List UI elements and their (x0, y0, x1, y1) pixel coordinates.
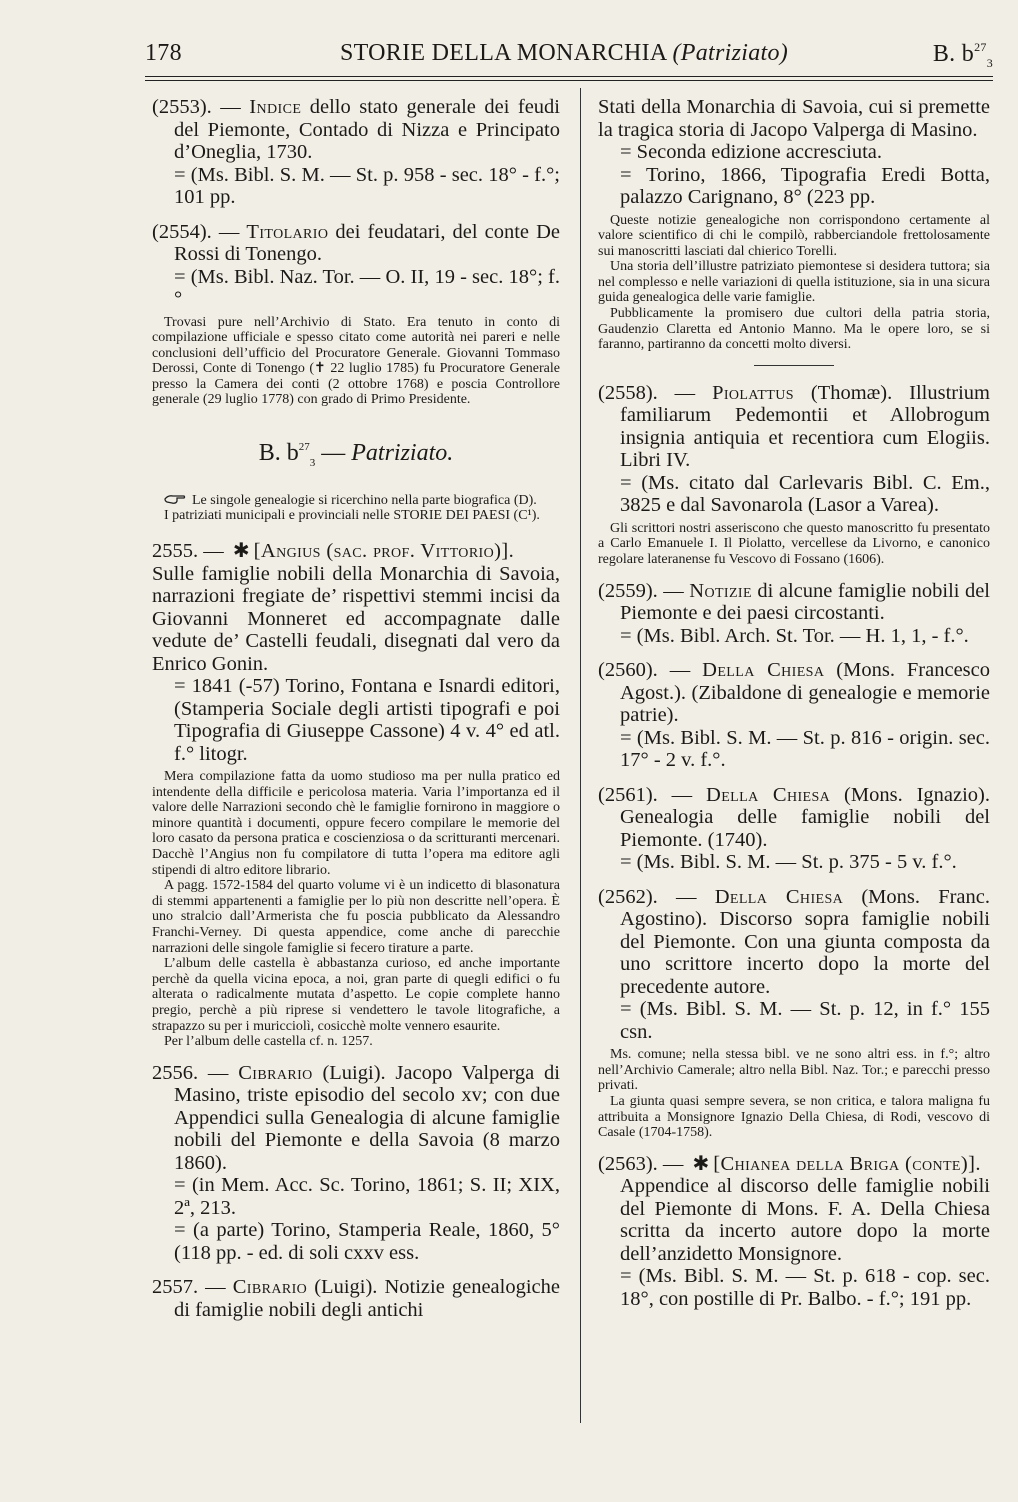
entry-2555: 2555. — ✱ [Angius (sac. prof. Vittorio)]. Sulle famiglie nobili della Monarchia di Savoia, narrazioni fregiate de’ rispettivi stemmi incisi da Giovanni Monneret ed accompagnate dalle vedute de’ Castelli feudali, disegnati dal vero da Enrico Gonin. = 1841 (-57) Torino, Fontana e Isnardi editori, (Stamperia Sociale degli artisti tipografi e poi Tipografia di Giuseppe Cassone) 4 v. 4° ed atl. f.° litogr. Mera compilazione fatta da uomo studioso ma per nulla pratico ed intendente della difficile e pericolosa materia. Varia l’importanza ed il valore delle Narrazioni secondo chè le famiglie fornirono in maggiore o minore quantità i documenti, oppure fecero compilare le memorie del loro casato da persona pratica e coscienziosa o da scritturanti mercenari. Dacchè l’Angius non fu compilatore di tutta l’opera ma editore agli stipendi di altro editore librario. A pagg. 1572-1584 del quarto volume vi è un indicetto di blasonatura di stemmi appartenenti a famiglie per lo più non descritte nell’opera. È uno stralcio dall’Armerista che fu poscia pubblicato da Alessandro Franchi-Verney. Di questa appendice, come anche di parecchie narrazioni delle singole famiglie si fecero tirature a parte. L’album delle castella è abbastanza curioso, ed anche importante perchè da quella vicina epoca, a noi, gran parte di quegli edifici o fu alterata o radicalmente mutata d’aspetto. Le copie complete hanno pregio, perchè a più riprese si vendettero le tavole litografiche, a strapazzo su per i muricciolì, cosicchè molte vennero esaurite. Per l’album delle castella cf. n. 1257. (152, 540, 560, 1050)
asterisk-star-icon: ✱ (692, 1152, 710, 1175)
entry-2561: (2561). — Della Chiesa (Mons. Ignazio). Genealogia delle famiglie nobili del Piemonte. (1740). = (Ms. Bibl. S. M. — St. p. 375 - 5 v. f.°. (598, 783, 990, 874)
running-header (145, 40, 993, 74)
entry-2555-notes: Mera compilazione fatta da uomo studioso ma per nulla pratico ed intendente della difficile e pericolosa materia. Varia l’importanza ed il valore delle Narrazioni secondo chè le famiglie fornirono in maggiore o minore quantità i documenti, oppure fecero compilare le memorie del loro casato da persona pratica e coscienziosa o da scritturanti mercenari. Dacchè l’Angius non fu compilatore di tutta l’opera ma editore agli stipendi di altro editore librario. A pagg. 1572-1584 del quarto volume vi è un indicetto di blasonatura di stemmi appartenenti a famiglie per lo più non descritte nell’opera. È uno stralcio dall’Armerista che fu poscia pubblicato da Alessandro Franchi-Verney. Di questa appendice, come anche di parecchie narrazioni delle singole famiglie si fecero tirature a parte. L’album delle castella è abbastanza curioso, ed anche importante perchè da quella vicina epoca, a noi, gran parte di quegli edifici o fu alterata o radicalmente mutata d’aspetto. Le copie complete hanno pregio, perchè a più riprese si vendettero le tavole litografiche, a strapazzo su per i muricciolì, cosicchè molte vennero esaurite. Per l’album delle castella cf. n. 1257. (152, 769, 560, 1050)
header-rule (145, 76, 993, 77)
pointing-hand-icon (164, 493, 186, 505)
entry-2557-notes: Queste notizie genealogiche non corrispondono certamente al valore scientifico di chi le compilò, rabberciandole frettolosamente sui manoscritti lasciati dal chierico Torelli. Una storia dell’illustre patriziato piemontese si desidera tuttora; sia nel complesso e nelle variazioni di quella istituzione, sia in una sicura guida genealogica delle varie famiglie. Pubblicamente la promisero due cultori della patria storia, Gaudenzio Claretta ed Antonio Manno. Ma le opere loro, se si faranno, partiranno da concetti molto diversi. (598, 212, 990, 353)
separator-rule (754, 365, 834, 366)
entry-2557-continued: Stati della Monarchia di Savoia, cui si premette la tragica storia di Jacopo Valperga di Masino. = Seconda edizione accresciuta. = Torino, 1866, Tipografia Eredi Botta, palazzo Carignano, 8° (223 pp. Queste notizie genealogiche non corrispondono certamente al valore scientifico di chi le compilò, rabberciandole frettolosamente sui manoscritti lasciati dal chierico Torelli. Una storia dell’illustre patriziato piemontese si desidera tuttora; sia nel complesso e nelle variazioni di quella istituzione, sia in una sicura guida genealogica delle varie famiglie. Pubblicamente la promisero due cultori della patria storia, Gaudenzio Claretta ed Antonio Manno. Ma le opere loro, se si faranno, partiranno da concetti molto diversi. (598, 96, 990, 353)
entry-2554-note: Trovasi pure nell’Archivio di Stato. Era tenuto in conto di compilazione ufficiale e spesso citato come autorità nei pareri e nelle conclusioni dell’ufficio del Procuratore Generale. Giovanni Tommaso Derossi, Conte di Tonengo (✝ 22 luglio 1785) fu Procuratore Generale presso la Camera dei conti (2 ottobre 1768) e poscia Controllore generale (29 luglio 1778) con grado di Primo Presidente. (152, 314, 560, 408)
entry-2553: (2553). — Indice dello stato generale dei feudi del Piemonte, Contado di Nizza e Principato d’Oneglia, 1730. = (Ms. Bibl. S. M. — St. p. 958 - sec. 18° - f.°; 101 pp. (152, 96, 561, 208)
entry-2563: (2563). — ✱ [Chianea della Briga (conte)]. Appendice al discorso delle famiglie nobili del Piemonte di Mons. F. A. Della Chiesa scritta da incerto autore dopo la morte dell’anzidetto Monsignore. = (Ms. Bibl. S. M. — St. p. 618 - cop. sec. 18°, con postille di Pr. Balbo. - f.°; 191 pp. (598, 1152, 990, 1310)
entry-2556: 2556. — Cibrario (Luigi). Jacopo Valperga di Masino, triste episodio del secolo xv; con due Appendici sulla Genealogia di alcune famiglie nobili del Piemonte e della Savoia (8 marzo 1860). = (in Mem. Acc. Sc. Torino, 1861; S. II; XIX, 2ª, 213. = (a parte) Torino, Stamperia Reale, 1860, 5° (118 pp. - ed. di soli cxxv ess. (152, 1061, 560, 1264)
cross-references: Le singole genealogie si ricerchino nella parte biografica (D). I patriziati municipali e provinciali nelle STORIE DEI PAESI (C¹). (164, 492, 540, 524)
page-number: 178 (145, 40, 182, 66)
entry-2560: (2560). — Della Chiesa (Mons. Francesco Agost.). (Zibaldone di genealogie e memorie patrie). = (Ms. Bibl. S. M. — St. p. 816 - origin. sec. 17° - 2 v. f.°. (598, 659, 990, 772)
right-column (598, 96, 990, 1322)
entry-2562-notes: Ms. comune; nella stessa bibl. ve ne sono altri ess. in f.°; altro nell’Archivio Camerale; altro nella Bibl. Naz. Tor.; e parecchi presso privati. La giunta quasi sempre severa, se non critica, e talora maligna fu attribuita a Monsignore Ignazio Della Chiesa, di Rodi, vescovo di Casale (1704-1758). (598, 1047, 990, 1141)
asterisk-star-icon: ✱ (232, 540, 250, 563)
left-column (152, 96, 560, 1333)
entry-2554: (2554). — Titolario dei feudatari, del conte De Rossi di Tonengo. = (Ms. Bibl. Naz. Tor. — O. II, 19 - sec. 18°; f.° Trovasi pure nell’Archivio di Stato. Era tenuto in conto di compilazione ufficiale e spesso citato come autorità nei pareri e nelle conclusioni dell’ufficio del Procuratore Generale. Giovanni Tommaso Derossi, Conte di Tonengo (✝ 22 luglio 1785) fu Procuratore Generale presso la Camera dei conti (2 ottobre 1768) e poscia Controllore generale (29 luglio 1778) con grado di Primo Presidente. (152, 220, 560, 408)
entry-2557: 2557. — Cibrario (Luigi). Notizie genealogiche di famiglie nobili degli antichi (152, 1276, 560, 1321)
section-heading: B. $b^{27}_3$ — Patriziato. (258, 440, 454, 469)
header-rule-thin (145, 80, 993, 81)
entry-2559: (2559). — Notizie di alcune famiglie nobili del Piemonte e dei paesi circostanti. = (Ms. Bibl. Arch. St. Tor. — H. 1, 1, - f.°. (598, 579, 990, 647)
section-mark: B. $b^{27}_3$ (932, 40, 993, 70)
column-divider (580, 88, 581, 1423)
entry-2558-note: Gli scrittori nostri asseriscono che questo manoscritto fu presentato a Carlo Emanuele I. Il Piolatto, vercellese da Livorno, e canonico regolare lateranense fu Vescovo di Fossano (1606). (598, 520, 990, 568)
entry-2558: (2558). — Piolattus (Thomæ). Illustrium familiarum Pedemontii et Allobrogum insignia antiquia et recentiora cum Elogiis. Libri IV. = (Ms. citato dal Carlevaris Bibl. C. Em., 3825 e dal Savonarola (Lasor a Varea). Gli scrittori nostri asseriscono che questo manoscritto fu presentato a Carlo Emanuele I. Il Piolatto, vercellese da Livorno, e canonico regolare lateranense fu Vescovo di Fossano (1606). (598, 381, 991, 568)
entry-2562: (2562). — Della Chiesa (Mons. Franc. Agostino). Discorso sopra famiglie nobili del Piemonte. Con una giunta composta da uno scrittore incerto dopo la morte del precedente autore. = (Ms. Bibl. S. M. — St. p. 12, in f.° 155 csn. Ms. comune; nella stessa bibl. ve ne sono altri ess. in f.°; altro nell’Archivio Camerale; altro nella Bibl. Naz. Tor.; e parecchi presso privati. La giunta quasi sempre severa, se non critica, e talora maligna fu attribuita a Monsignore Ignazio Della Chiesa, di Rodi, vescovo di Casale (1704-1758). (598, 885, 991, 1141)
running-title: STORIE DELLA MONARCHIA (Patriziato) (340, 40, 789, 66)
